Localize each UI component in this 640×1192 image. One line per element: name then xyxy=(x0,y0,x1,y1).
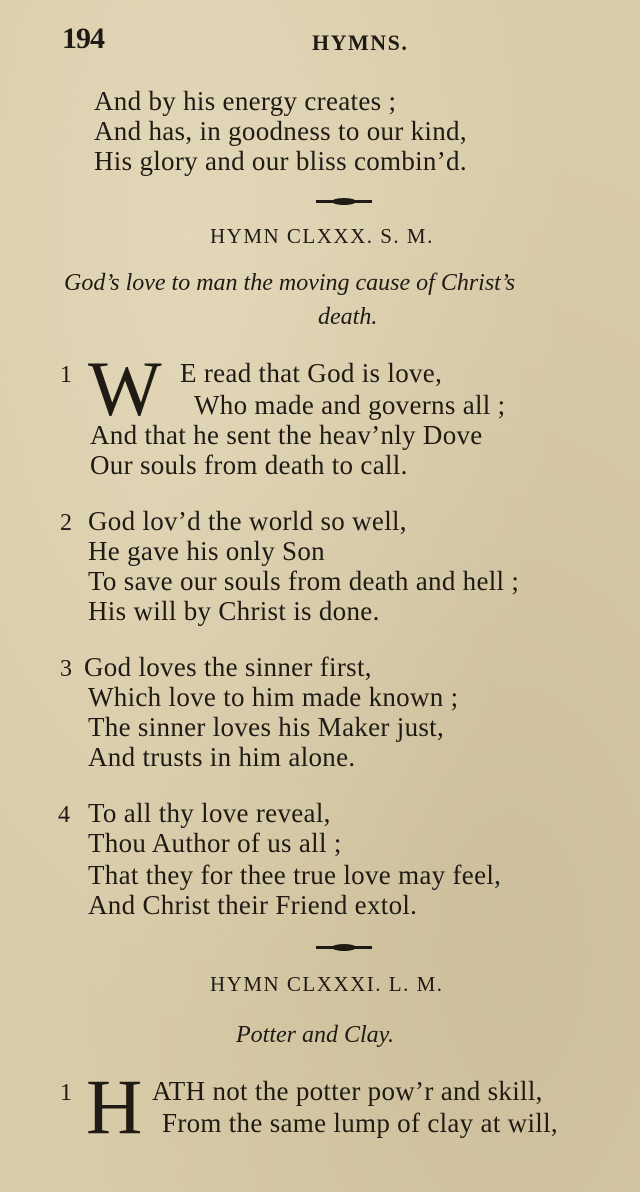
section-divider xyxy=(316,946,372,949)
verse-line: Which love to him made known ; xyxy=(88,682,459,712)
verse-line: From the same lump of clay at will, xyxy=(162,1108,558,1138)
verse-line: E read that God is love, xyxy=(180,358,443,388)
page-number: 194 xyxy=(62,22,104,55)
verse-line: And Christ their Friend extol. xyxy=(88,890,418,920)
hymn-heading: HYMN CLXXX. S. M. xyxy=(210,224,434,248)
verse-line: God lov’d the world so well, xyxy=(88,506,407,536)
prev-hymn-line: And by his energy creates ; xyxy=(94,86,397,116)
verse-number: 3 xyxy=(60,656,72,682)
running-title: HYMNS. xyxy=(312,30,409,55)
hymn-subtitle-cont: death. xyxy=(318,304,378,330)
verse-line: The sinner loves his Maker just, xyxy=(88,712,445,742)
verse-line: That they for thee true love may feel, xyxy=(88,860,502,890)
verse-line: ATH not the potter pow’r and skill, xyxy=(152,1076,543,1106)
verse-number: 1 xyxy=(60,1080,72,1106)
hymn-heading: HYMN CLXXXI. L. M. xyxy=(210,972,444,996)
prev-hymn-line: His glory and our bliss combin’d. xyxy=(94,146,467,176)
verse-line: And that he sent the heav’nly Dove xyxy=(90,420,483,450)
verse-number: 1 xyxy=(60,362,72,388)
verse-line: Thou Author of us all ; xyxy=(88,828,342,858)
section-divider xyxy=(316,200,372,203)
verse-line: His will by Christ is done. xyxy=(88,596,380,626)
verse-line: Who made and governs all ; xyxy=(194,390,506,420)
verse-line: God loves the sinner first, xyxy=(84,652,372,682)
prev-hymn-line: And has, in goodness to our kind, xyxy=(94,116,467,146)
verse-number: 2 xyxy=(60,510,72,536)
verse-line: He gave his only Son xyxy=(88,536,325,566)
verse-line: To save our souls from death and hell ; xyxy=(88,566,520,596)
hymn-subtitle: Potter and Clay. xyxy=(236,1022,394,1048)
verse-line: To all thy love reveal, xyxy=(88,798,331,828)
verse-number: 4 xyxy=(58,802,70,828)
hymn-subtitle: God’s love to man the moving cause of Christ’s xyxy=(64,270,516,296)
verse-line: And trusts in him alone. xyxy=(88,742,356,772)
verse-line: Our souls from death to call. xyxy=(90,450,408,480)
drop-cap: W xyxy=(88,345,162,432)
drop-cap: H xyxy=(86,1063,143,1150)
